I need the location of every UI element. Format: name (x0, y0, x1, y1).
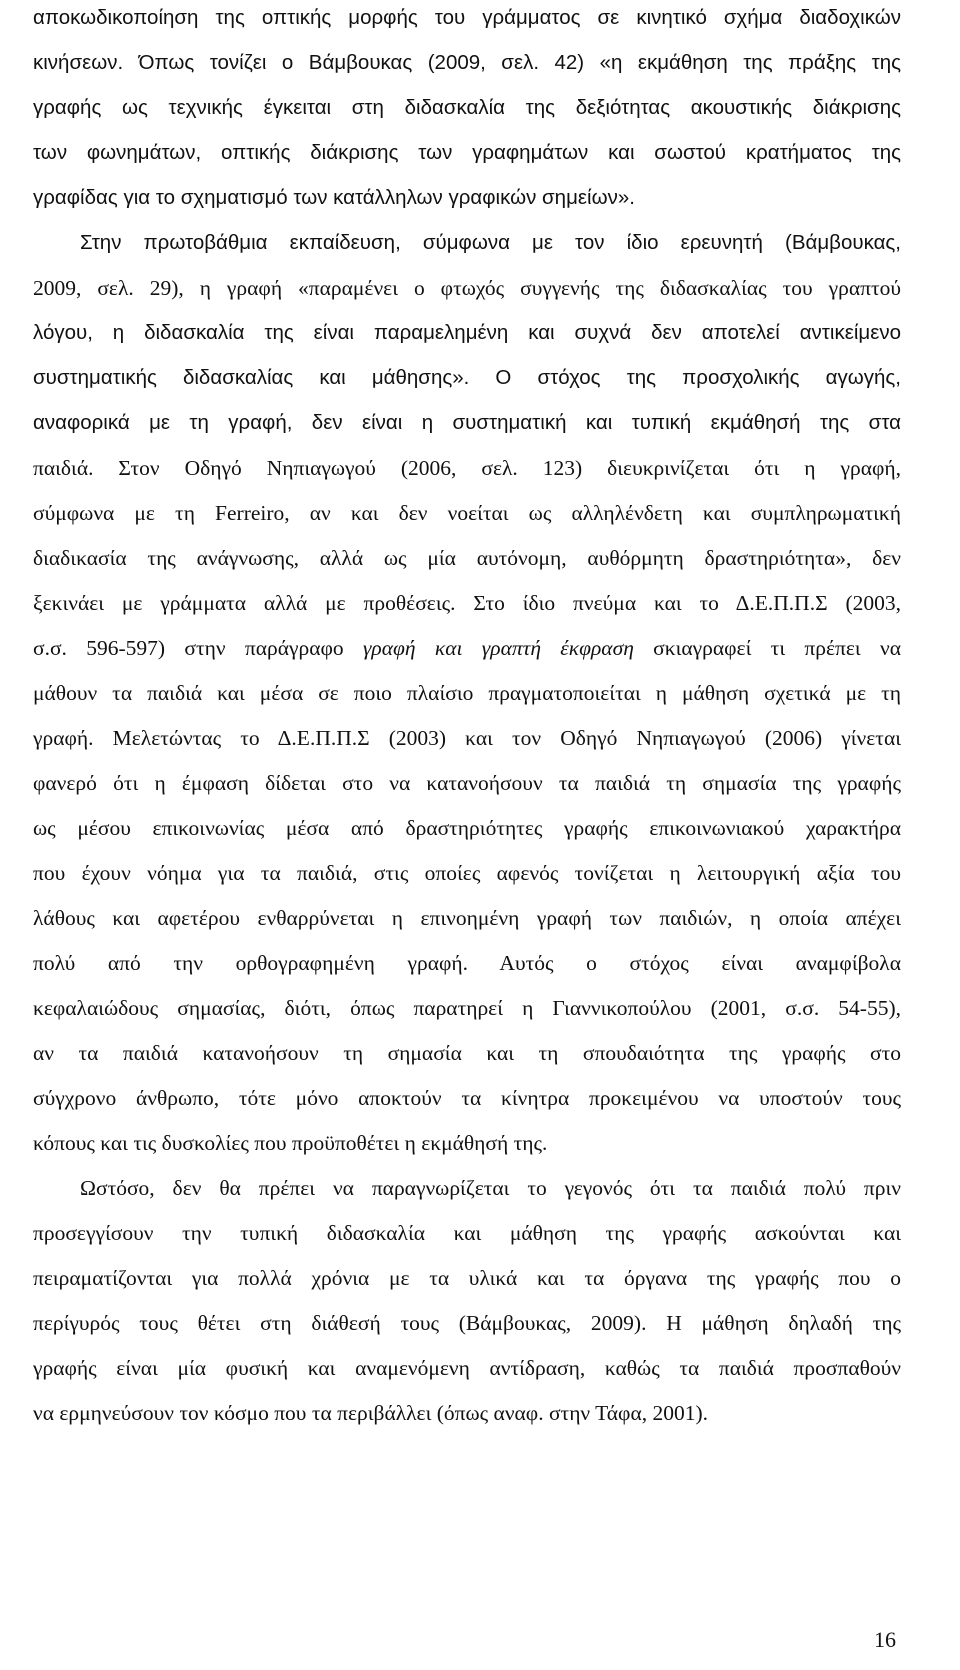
text-line: αποκωδικοποίηση της οπτικής μορφής του γράμματος σε κινητικό σχήμα διαδοχικών (33, 6, 901, 29)
text-line: παιδιά. Στον Οδηγό Νηπιαγωγού (2006, σελ. 123) διευκρινίζεται ότι η γραφή, (33, 456, 901, 480)
text-line: γραφή. Μελετώντας το Δ.Ε.Π.Π.Σ (2003) και τον Οδηγό Νηπιαγωγού (2006) γίνεται (33, 726, 901, 750)
text-line: πολύ από την ορθογραφημένη γραφή. Αυτός ο στόχος είναι αναμφίβολα (33, 951, 901, 975)
text-line: φανερό ότι η έμφαση δίδεται στο να κατανοήσουν τα παιδιά τη σημασία της γραφής (33, 771, 901, 795)
text-line: γραφίδας για το σχηματισμό των κατάλληλων γραφικών σημείων». (33, 186, 635, 209)
text-line: συστηματικής διδασκαλίας και μάθησης». Ο στόχος της προσχολικής αγωγής, (33, 366, 901, 389)
text-line: κεφαλαιώδους σημασίας, διότι, όπως παρατηρεί η Γιαννικοπούλου (2001, σ.σ. 54-55), (33, 996, 901, 1020)
text-line: των φωνημάτων, οπτικής διάκρισης των γραφημάτων και σωστού κρατήματος της (33, 141, 901, 164)
text-line: αν τα παιδιά κατανοήσουν τη σημασία και τη σπουδαιότητα της γραφής στο (33, 1041, 901, 1065)
text-line: λάθους και αφετέρου ενθαρρύνεται η επινοημένη γραφή των παιδιών, η οποία απέχει (33, 906, 901, 930)
text-segment: σ.σ. 596-597) στην παράγραφο (33, 636, 363, 660)
text-line: περίγυρός τους θέτει στη διάθεσή τους (Βάμβουκας, 2009). Η μάθηση δηλαδή της (33, 1311, 901, 1335)
italic-phrase: γραφή και γραπτή έκφραση (362, 636, 634, 660)
text-line: Ωστόσο, δεν θα πρέπει να παραγνωρίζεται το γεγονός ότι τα παιδιά πολύ πριν (80, 1176, 901, 1200)
text-line: διαδικασία της ανάγνωσης, αλλά ως μία αυτόνομη, αυθόρμητη δραστηριότητα», δεν (33, 546, 901, 570)
text-line: σύμφωνα με τη Ferreiro, αν και δεν νοείται ως αλληλένδετη και συμπληρωματική (33, 501, 901, 525)
text-line: ως μέσου επικοινωνίας μέσα από δραστηριότητες γραφής επικοινωνιακού χαρακτήρα (33, 816, 901, 840)
text-line: κόπους και τις δυσκολίες που προϋποθέτει η εκμάθησή της. (33, 1131, 548, 1155)
text-line: αναφορικά με τη γραφή, δεν είναι η συστηματική και τυπική εκμάθησή της στα (33, 411, 901, 434)
text-line: σύγχρονο άνθρωπο, τότε μόνο αποκτούν τα κίνητρα προκειμένου να υποστούν τους (33, 1086, 901, 1110)
text-line: μάθουν τα παιδιά και μέσα σε ποιο πλαίσιο πραγματοποιείται η μάθηση σχετικά με τη (33, 681, 901, 705)
text-line: 2009, σελ. 29), η γραφή «παραμένει ο φτωχός συγγενής της διδασκαλίας του γραπτού (33, 276, 901, 300)
text-line: κινήσεων. Όπως τονίζει ο Βάμβουκας (2009, σελ. 42) «η εκμάθηση της πράξης της (33, 51, 901, 74)
text-line: γραφής ως τεχνικής έγκειται στη διδασκαλία της δεξιότητας ακουστικής διάκρισης (33, 96, 901, 119)
text-line: προσεγγίσουν την τυπική διδασκαλία και μάθηση της γραφής ασκούνται και (33, 1221, 901, 1245)
text-line: Στην πρωτοβάθμια εκπαίδευση, σύμφωνα με τον ίδιο ερευνητή (Βάμβουκας, (80, 231, 901, 254)
text-line: πειραματίζονται για πολλά χρόνια με τα υλικά και τα όργανα της γραφής που ο (33, 1266, 901, 1290)
text-line: που έχουν νόημα για τα παιδιά, στις οποίες αφενός τονίζεται η λειτουργική αξία του (33, 861, 901, 885)
page-number: 16 (874, 1627, 896, 1652)
text-line: λόγου, η διδασκαλία της είναι παραμελημένη και συχνά δεν αποτελεί αντικείμενο (33, 321, 901, 344)
text-line: γραφής είναι μία φυσική και αναμενόμενη αντίδραση, καθώς τα παιδιά προσπαθούν (33, 1356, 901, 1380)
text-line: να ερμηνεύσουν τον κόσμο που τα περιβάλλει (όπως αναφ. στην Τάφα, 2001). (33, 1401, 709, 1425)
text-line: ξεκινάει με γράμματα αλλά με προθέσεις. Στο ίδιο πνεύμα και το Δ.Ε.Π.Π.Σ (2003, (33, 591, 901, 615)
text-segment: σκιαγραφεί τι πρέπει να (633, 636, 901, 660)
text-line-with-italic (33, 633, 901, 663)
